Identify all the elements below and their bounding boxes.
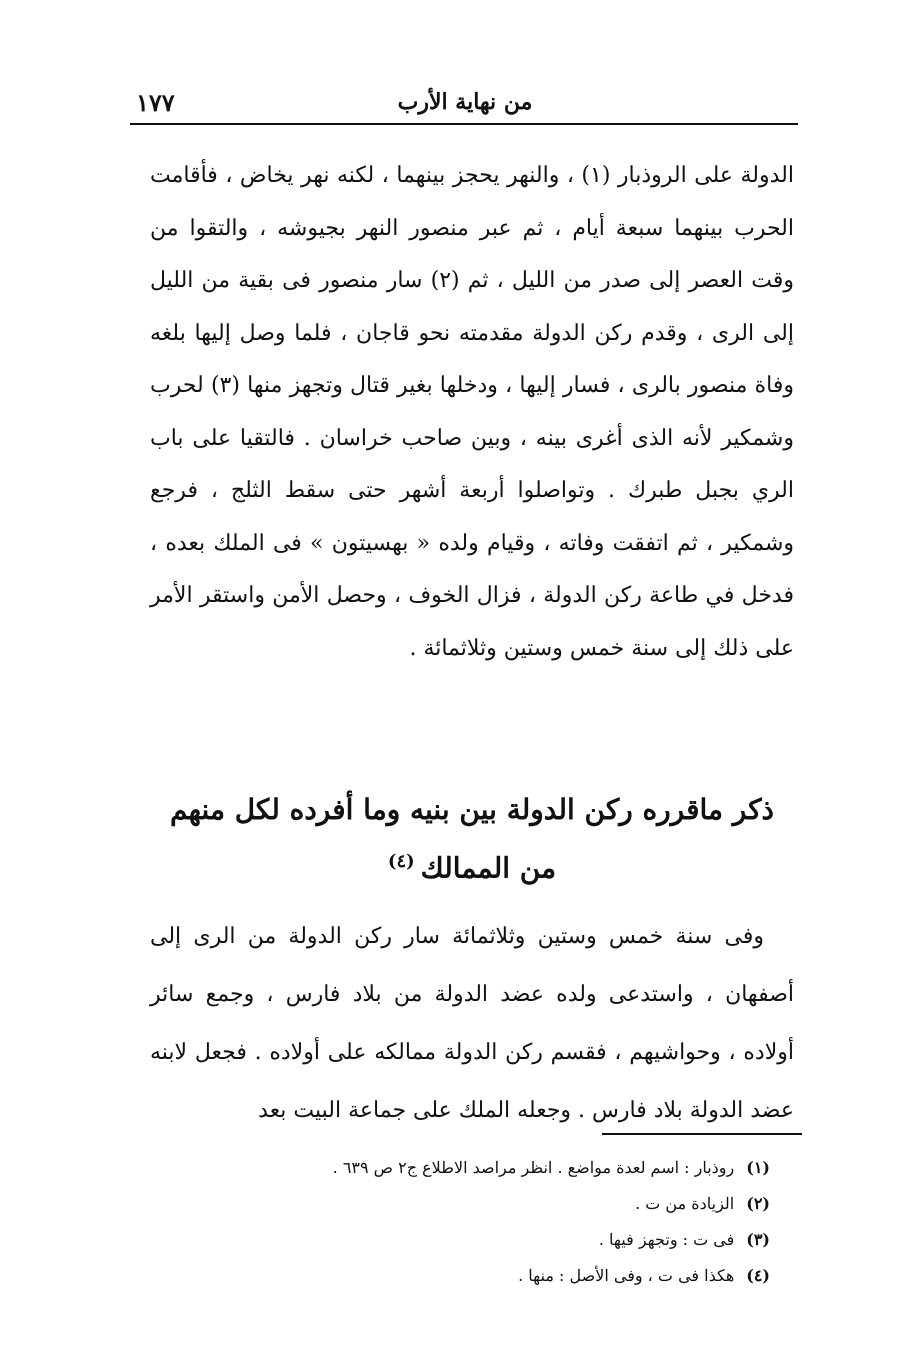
section-text — [150, 908, 794, 1140]
footnote-3 — [150, 1222, 770, 1258]
main-text — [150, 150, 794, 675]
footnote-number: (٣) — [746, 1230, 770, 1249]
page-number: ١٧٧ — [136, 88, 175, 117]
footnote-text: فى ت : وتجهز فيها . — [598, 1230, 735, 1249]
footnote-number: (١) — [746, 1158, 770, 1177]
footnote-2 — [150, 1186, 770, 1222]
running-title: من نهاية الأرب — [397, 89, 533, 115]
footnote-1 — [150, 1150, 770, 1186]
footnote-number: (٢) — [746, 1194, 770, 1213]
section-heading-text: ذكر ماقرره ركن الدولة بين بنيه وما أفرده لكل منهم من الممالك — [169, 793, 775, 885]
footnote-text: روذبار : اسم لعدة مواضع . انظر مراصد الاطلاع ج٢ ص ٦٣٩ . — [332, 1158, 735, 1177]
footnote-4 — [150, 1258, 770, 1294]
footnote-number: (٤) — [746, 1266, 770, 1285]
running-header — [132, 82, 798, 122]
header-divider — [130, 123, 798, 125]
section-paragraph: وفى سنة خمس وستين وثلاثمائة سار ركن الدولة من الرى إلى أصفهان ، واستدعى ولده عضد الدولة من بلاد فارس ، وجمع سائر أولاده ، وحواشيهم ، فقسم ركن الدولة ممالكه على أولاده . فجعل لابنه عضد الدولة بلاد فارس . وجعله الملك على جماعة البيت بعد — [150, 924, 794, 1123]
footnotes — [150, 1150, 770, 1294]
footnote-text: هكذا فى ت ، وفى الأصل : منها . — [518, 1266, 735, 1285]
section-footnote-ref: (٤) — [387, 851, 415, 872]
paragraph-1: الدولة على الروذبار (١) ، والنهر يحجز بينهما ، لكنه نهر يخاض ، فأقامت الحرب بينهما سبعة أيام ، ثم عبر منصور النهر بجيوشه ، والتقوا من وقت العصر إلى صدر من الليل ، ثم (٢) سار منصور فى بقية من الليل إلى الرى ، وقدم ركن الدولة مقدمته نحو قاجان ، فلما وصل إليها بلغه وفاة منصور بالرى ، فسار إليها ، ودخلها بغير قتال وتجهز منها (٣) لحرب وشمكير لأنه الذى أغرى بينه ، وبين صاحب خراسان . فالتقيا على باب الري بجبل طبرك . وتواصلوا أربعة أشهر حتى سقط الثلج ، فرجع وشمكير ، ثم اتفقت وفاته ، وقيام ولده « بهسيتون » فى الملك بعده ، فدخل في طاعة ركن الدولة ، فزال الخوف ، وحصل الأمن واستقر الأمر على ذلك إلى سنة خمس وستين وثلاثمائة . — [150, 163, 794, 661]
footnote-text: الزيادة من ت . — [635, 1194, 735, 1213]
section-heading — [150, 784, 794, 894]
footnote-divider — [602, 1133, 802, 1135]
